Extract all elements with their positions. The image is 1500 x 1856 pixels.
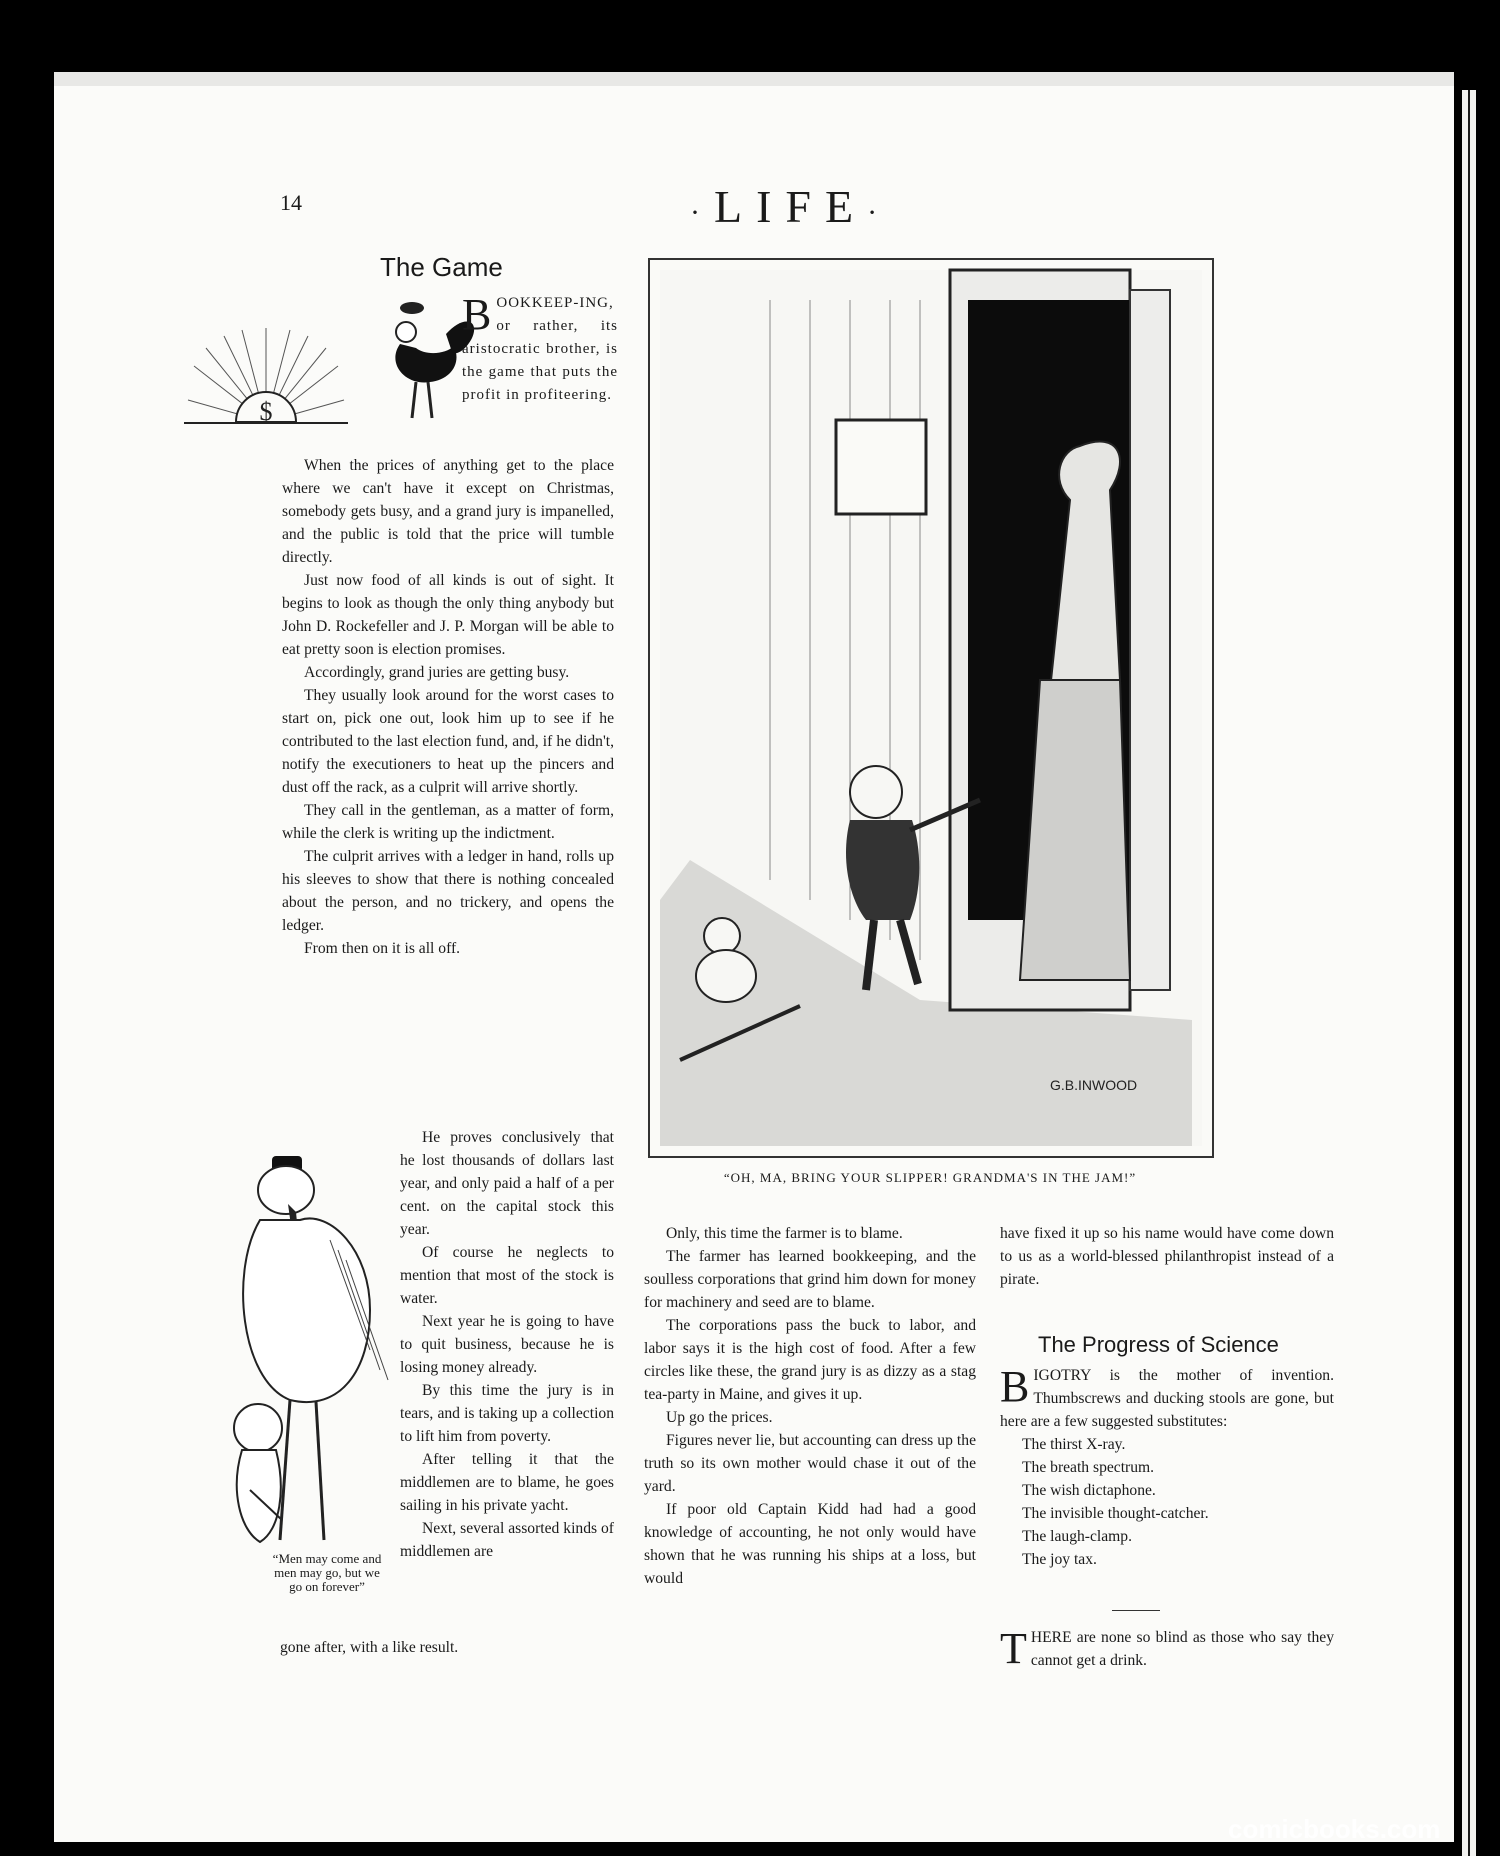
stork-and-baby-illustration xyxy=(220,1150,400,1550)
page-number: 14 xyxy=(280,190,302,215)
svg-text:$: $ xyxy=(259,397,273,426)
game-narrow-paragraph-3: Next year he is going to have to quit business, because he is losing money already. xyxy=(400,1313,614,1376)
science-intro-text: IGOTRY is the mother of invention. Thumbscrews and ducking stools are gone, but here are a few suggested substitutes: xyxy=(1000,1367,1334,1430)
game-drop-cap: B xyxy=(462,290,493,339)
science-item-3: The wish dictaphone. xyxy=(1022,1482,1156,1499)
game-paragraph-4: They usually look around for the worst cases to start on, pick one out, look him up to see if he contributed to the last election fund, and, if he didn't, notify the executioners to heat up the pincers and dust off the rack, as a culprit will arrive shortly. xyxy=(282,687,614,796)
section-divider xyxy=(1112,1610,1160,1611)
cartoon-caption: “OH, MA, BRING YOUR SLIPPER! GRANDMA'S IN THE JAM!” xyxy=(723,1170,1137,1185)
game-narrow-paragraph-1: He proves conclusively that he lost thousands of dollars last year, and only paid a half of a per cent. on the capital stock this year. xyxy=(400,1129,614,1238)
masthead: ·LIFE· xyxy=(690,181,892,232)
joke-text: HERE are none so blind as those who say they cannot get a drink. xyxy=(1030,1629,1334,1669)
game-narrow-paragraph-6: Next, several assorted kinds of middlemen are xyxy=(400,1520,614,1560)
stork-caption: “Men may come and men may go, but we go on forever” xyxy=(272,1551,382,1594)
science-drop-cap: B xyxy=(1000,1362,1030,1411)
game-narrow-paragraph-4: By this time the jury is in tears, and is taking up a collection to lift him from poverty. xyxy=(400,1382,614,1445)
joke-paragraph xyxy=(1000,1626,1334,1672)
science-item-4: The invisible thought-catcher. xyxy=(1022,1505,1209,1522)
science-item-5: The laugh-clamp. xyxy=(1022,1528,1132,1545)
middle-paragraph-3: The corporations pass the buck to labor, and labor says it is the high cost of food. After a few circles like these, the grand jury is as dizzy as a stag tea-party in Maine, and gives it up. xyxy=(644,1317,976,1403)
joke-column xyxy=(1000,1626,1334,1672)
game-paragraph-5: They call in the gentleman, as a matter of form, while the clerk is writing up the indictment. xyxy=(282,802,614,842)
page-top-edge xyxy=(54,72,1454,86)
binding-thread xyxy=(1468,90,1470,1856)
middle-paragraph-1: Only, this time the farmer is to blame. xyxy=(666,1225,903,1242)
joke-drop-cap: T xyxy=(1000,1624,1027,1673)
cartoon-drawing xyxy=(650,260,1212,1156)
game-last-line xyxy=(280,1636,614,1659)
game-paragraph-7: From then on it is all off. xyxy=(304,940,461,957)
game-column xyxy=(282,454,614,960)
artist-signature: G.B.INWOOD xyxy=(1050,1077,1138,1093)
cartoon-illustration xyxy=(648,258,1214,1158)
science-column xyxy=(1000,1364,1334,1571)
middle-paragraph-5: Figures never lie, but accounting can dress up the truth so its own mother would chase it out of the yard. xyxy=(644,1432,976,1495)
science-item-6: The joy tax. xyxy=(1022,1551,1097,1568)
game-paragraph-3: Accordingly, grand juries are getting busy. xyxy=(304,664,570,681)
right-top-paragraph: have fixed it up so his name would have come down to us as a world-blessed philanthropist instead of a pirate. xyxy=(1000,1225,1334,1288)
sunrise-dollar-illustration xyxy=(184,318,348,430)
game-intro-text: OOKKEEP-ING, or rather, its aristocratic brother, is the game that puts the profit in profiteering. xyxy=(462,295,618,403)
science-item-1: The thirst X-ray. xyxy=(1022,1436,1126,1453)
game-paragraph-6: The culprit arrives with a ledger in hand, rolls up his sleeves to show that there is nothing concealed about the person, and no trickery, and opens the ledger. xyxy=(282,848,614,934)
watermark: comicbooks.com xyxy=(1228,1814,1441,1844)
game-paragraph-1: When the prices of anything get to the place where we can't have it except on Christmas, somebody gets busy, and a grand jury is impanelled, and the public is told that the price will tumble directly. xyxy=(282,457,614,566)
game-intro xyxy=(462,292,618,407)
game-narrow-column xyxy=(400,1126,614,1563)
game-paragraph-2: Just now food of all kinds is out of sight. It begins to look as though the only thing anybody but John D. Rockefeller and J. P. Morgan will be able to eat pretty soon is election promises. xyxy=(282,572,614,658)
game-narrow-paragraph-5: After telling it that the middlemen are to blame, he goes sailing in his private yacht. xyxy=(400,1451,614,1514)
masthead-title: LIFE xyxy=(714,181,868,232)
article-title-science: The Progress of Science xyxy=(1038,1332,1279,1357)
article-title-game: The Game xyxy=(380,252,503,282)
game-last-line-text: gone after, with a like result. xyxy=(280,1639,459,1656)
right-column-top xyxy=(1000,1222,1334,1291)
middle-column xyxy=(644,1222,976,1590)
middle-paragraph-4: Up go the prices. xyxy=(666,1409,773,1426)
science-intro xyxy=(1000,1364,1334,1433)
middle-paragraph-6: If poor old Captain Kidd had had a good knowledge of accounting, he not only would have shown that he was running his ships at a loss, but would xyxy=(644,1501,976,1587)
game-narrow-paragraph-2: Of course he neglects to mention that most of the stock is water. xyxy=(400,1244,614,1307)
middle-paragraph-2: The farmer has learned bookkeeping, and the soulless corporations that grind him down for money for machinery and seed are to blame. xyxy=(644,1248,976,1311)
science-item-2: The breath spectrum. xyxy=(1022,1459,1155,1476)
